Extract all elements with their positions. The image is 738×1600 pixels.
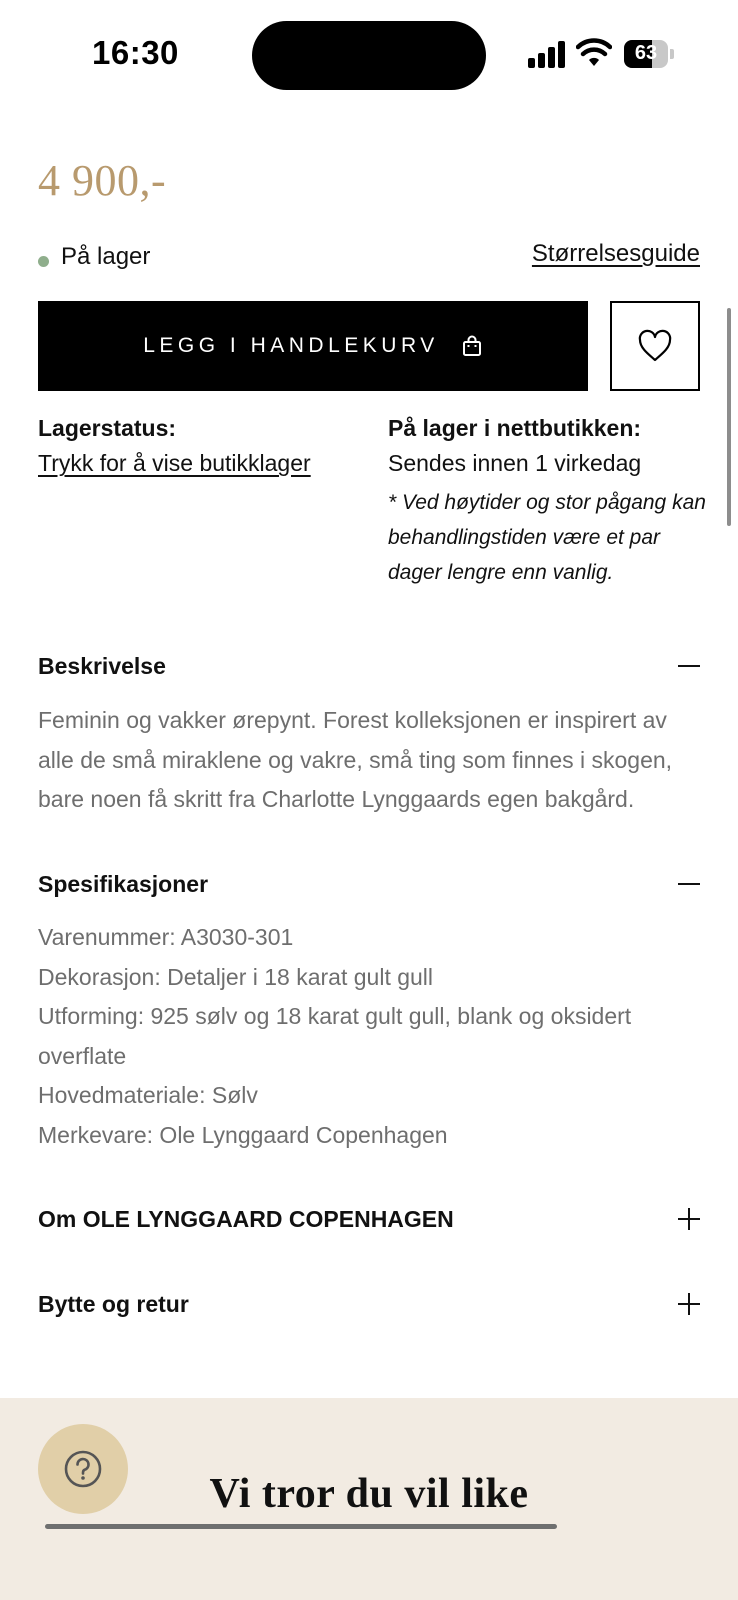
recommendations-title: Vi tror du vil like (209, 1471, 529, 1517)
spec-line: Hovedmateriale: Sølv (38, 1082, 258, 1108)
spec-line: Utforming: 925 sølv og 18 karat gult gull, blank og oksidert overflate (38, 1003, 632, 1069)
about-brand-accordion-header[interactable] (38, 1199, 700, 1239)
spec-line: Varenummer: A3030-301 (38, 924, 294, 950)
add-to-cart-button[interactable] (38, 301, 588, 391)
help-button[interactable] (38, 1424, 128, 1514)
clipped-product-name (38, 96, 238, 116)
status-bar (0, 0, 738, 110)
wifi-icon (576, 38, 612, 68)
stock-indicator-dot (38, 256, 49, 267)
size-guide-link[interactable]: Størrelsesguide (531, 240, 700, 267)
spec-line: Merkevare: Ole Lynggaard Copenhagen (38, 1121, 448, 1148)
specs-title: Spesifikasjoner (38, 870, 209, 897)
scrollbar[interactable] (727, 308, 731, 526)
question-icon (62, 1448, 104, 1490)
stock-label: På lager (61, 243, 151, 270)
returns-accordion-header[interactable] (38, 1284, 700, 1324)
dynamic-island (252, 21, 486, 90)
product-price: 4 900,- (38, 156, 167, 205)
home-indicator (45, 1524, 557, 1529)
online-stock-title: På lager i nettbutikken: (388, 415, 642, 441)
battery-level: 63 (634, 42, 658, 64)
description-accordion-header[interactable] (38, 646, 700, 686)
description-title: Beskrivelse (38, 652, 166, 679)
plus-icon (678, 1208, 700, 1230)
about-brand-title: Om OLE LYNGGAARD COPENHAGEN (38, 1205, 454, 1232)
wishlist-button[interactable] (610, 301, 700, 391)
store-stock-link[interactable]: Trykk for å vise butikklager (38, 450, 311, 476)
cellular-signal-icon (528, 40, 566, 68)
spec-line: Dekorasjon: Detaljer i 18 karat gult gull (38, 963, 434, 990)
specs-list (38, 918, 700, 1155)
description-text (38, 701, 700, 820)
shipping-note: * Ved høytider og stor pågang kan behandlingstiden være et par dager lengre enn vanlig. (388, 491, 706, 584)
returns-title: Bytte og retur (38, 1290, 189, 1317)
plus-icon (678, 1293, 700, 1315)
description-paragraph: Feminin og vakker ørepynt. Forest kolleksjonen er inspirert av alle de små miraklene og vakre, små ting som finnes i skogen, bare noen få skritt fra Charlotte Lynggaards egen bakgård. (38, 707, 673, 812)
heart-icon (637, 329, 673, 363)
status-time: 16:30 (92, 34, 179, 71)
minus-icon (678, 655, 700, 677)
battery-icon (624, 40, 672, 68)
shipping-info: Sendes innen 1 virkedag (388, 450, 642, 476)
shopping-bag-icon (461, 335, 483, 357)
add-to-cart-label: LEGG I HANDLEKURV (143, 334, 439, 357)
stock-status-title: Lagerstatus: (38, 415, 177, 441)
specs-accordion-header[interactable] (38, 864, 700, 904)
minus-icon (678, 873, 700, 895)
